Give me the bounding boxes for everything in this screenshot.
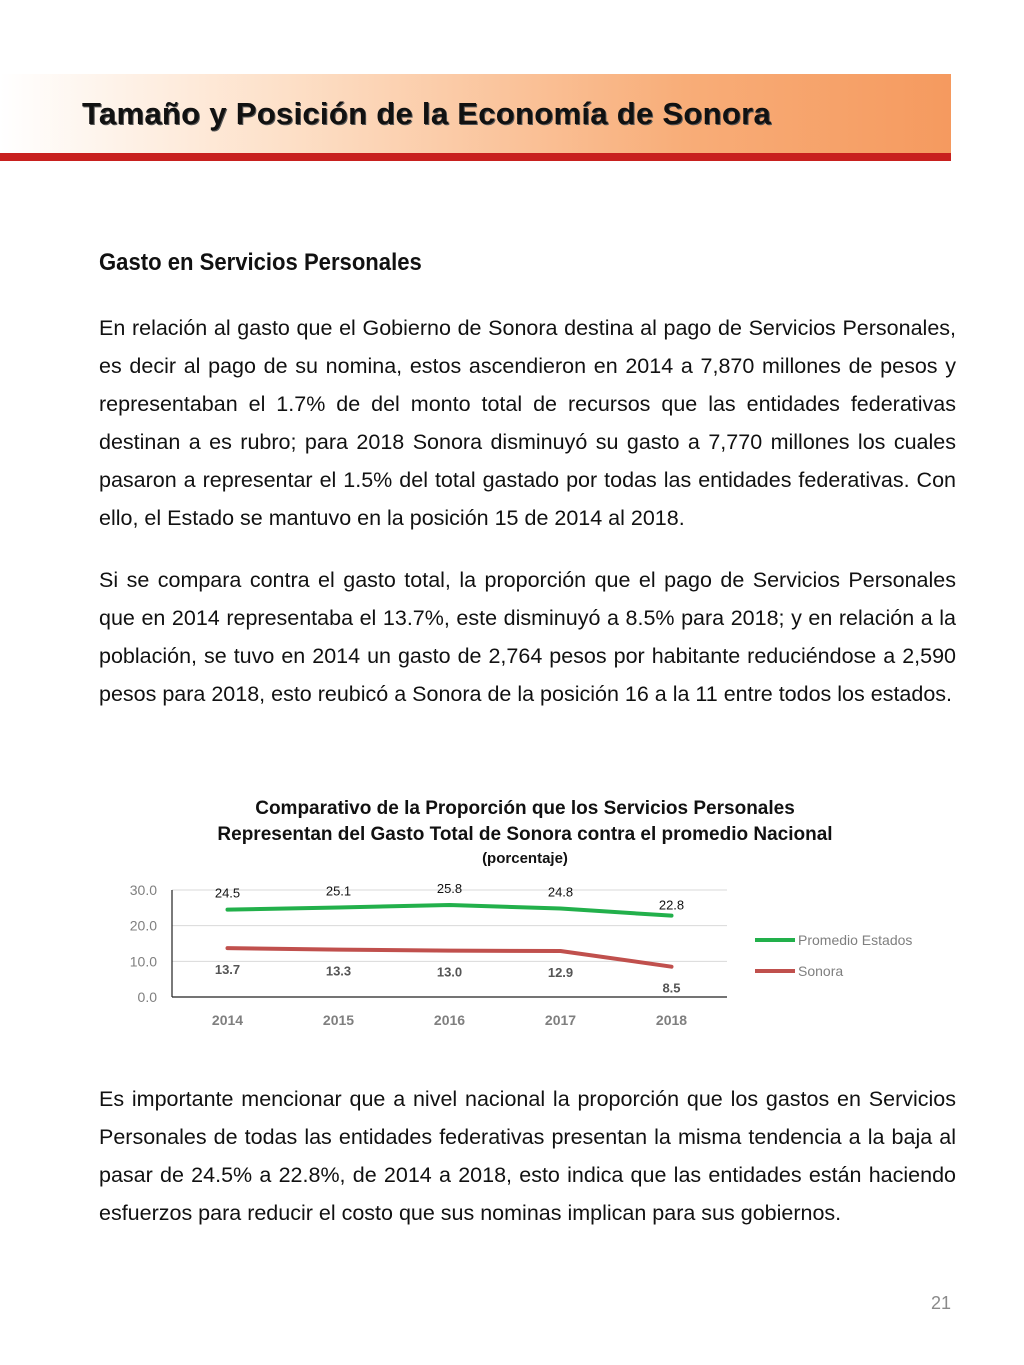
chart-title-line-2: Representan del Gasto Total de Sonora contra el promedio Nacional (217, 824, 833, 845)
chart-subtitle: (porcentaje) (482, 850, 568, 867)
chart-legend (755, 932, 912, 979)
y-tick-label: 30.0 (129, 882, 157, 898)
chart-series (228, 905, 672, 967)
x-tick-label: 2015 (322, 1012, 355, 1028)
y-tick-label: 10.0 (129, 953, 157, 970)
legend-label: Sonora (798, 963, 844, 979)
header-banner (0, 74, 951, 161)
data-label: 24.8 (547, 884, 574, 900)
data-label: 24.5 (214, 885, 241, 901)
page-title: Tamaño y Posición de la Economía de Sonora (82, 96, 772, 131)
data-label: 13.7 (214, 962, 241, 978)
data-label: 8.5 (662, 980, 681, 996)
y-tick-label: 0.0 (137, 989, 157, 1005)
data-label: 13.3 (325, 963, 352, 979)
data-label: 22.8 (658, 897, 685, 913)
chart-data-labels (215, 881, 684, 996)
series-line-promedio-estados (228, 905, 672, 916)
x-tick-label: 2017 (544, 1012, 577, 1028)
data-label: 12.9 (547, 964, 574, 980)
x-tick-label: 2014 (211, 1012, 244, 1028)
paragraph-1: En relación al gasto que el Gobierno de Sonora destina al pago de Servicios Personales, es decir al pago de su nomina, estos ascendieron en 2014 a 7,870 millones de pesos y representaban el 1.7% de del monto total de recursos que las entidades federativas destinan a es rubro; para 2018 Sonora disminuyó su gasto a 7,770 millones los cuales pasaron a representar el 1.5% del total gastado por todas las entidades federativas. Con ello, el Estado se mantuvo en la posición 15 de 2014 al 2018. (99, 316, 956, 530)
paragraph-2: Si se compara contra el gasto total, la proporción que el pago de Servicios Personales que en 2014 representaba el 13.7%, este disminuyó a 8.5% para 2018; y en relación a la población, se tuvo en 2014 un gasto de 2,764 pesos por habitante reduciéndose a 2,590 pesos para 2018, esto reubicó a Sonora de la posición 16 a la 11 entre todos los estados. (99, 568, 956, 706)
x-tick-label: 2018 (655, 1012, 688, 1028)
data-label: 13.0 (436, 964, 463, 980)
section-title: Gasto en Servicios Personales (99, 249, 422, 276)
page-number: 21 (930, 1293, 951, 1313)
x-tick-label: 2016 (433, 1012, 466, 1028)
paragraph-3: Es importante mencionar que a nivel nacional la proporción que los gastos en Servicios Personales de todas las entidades federativas presentan la misma tendencia a la baja al pasar de 24.5% a 22.8%, de 2014 a 2018, esto indica que las entidades están haciendo esfuerzos para reducir el costo que sus nominas implican para sus gobiernos. (99, 1087, 956, 1225)
chart-svg (100, 790, 940, 1040)
chart-title-line-1: Comparativo de la Proporción que los Servicios Personales (255, 798, 795, 819)
legend-label: Promedio Estados (798, 932, 913, 948)
y-tick-label: 20.0 (129, 917, 157, 934)
line-chart (100, 790, 940, 1040)
data-label: 25.1 (325, 883, 352, 899)
data-label: 25.8 (436, 880, 463, 896)
